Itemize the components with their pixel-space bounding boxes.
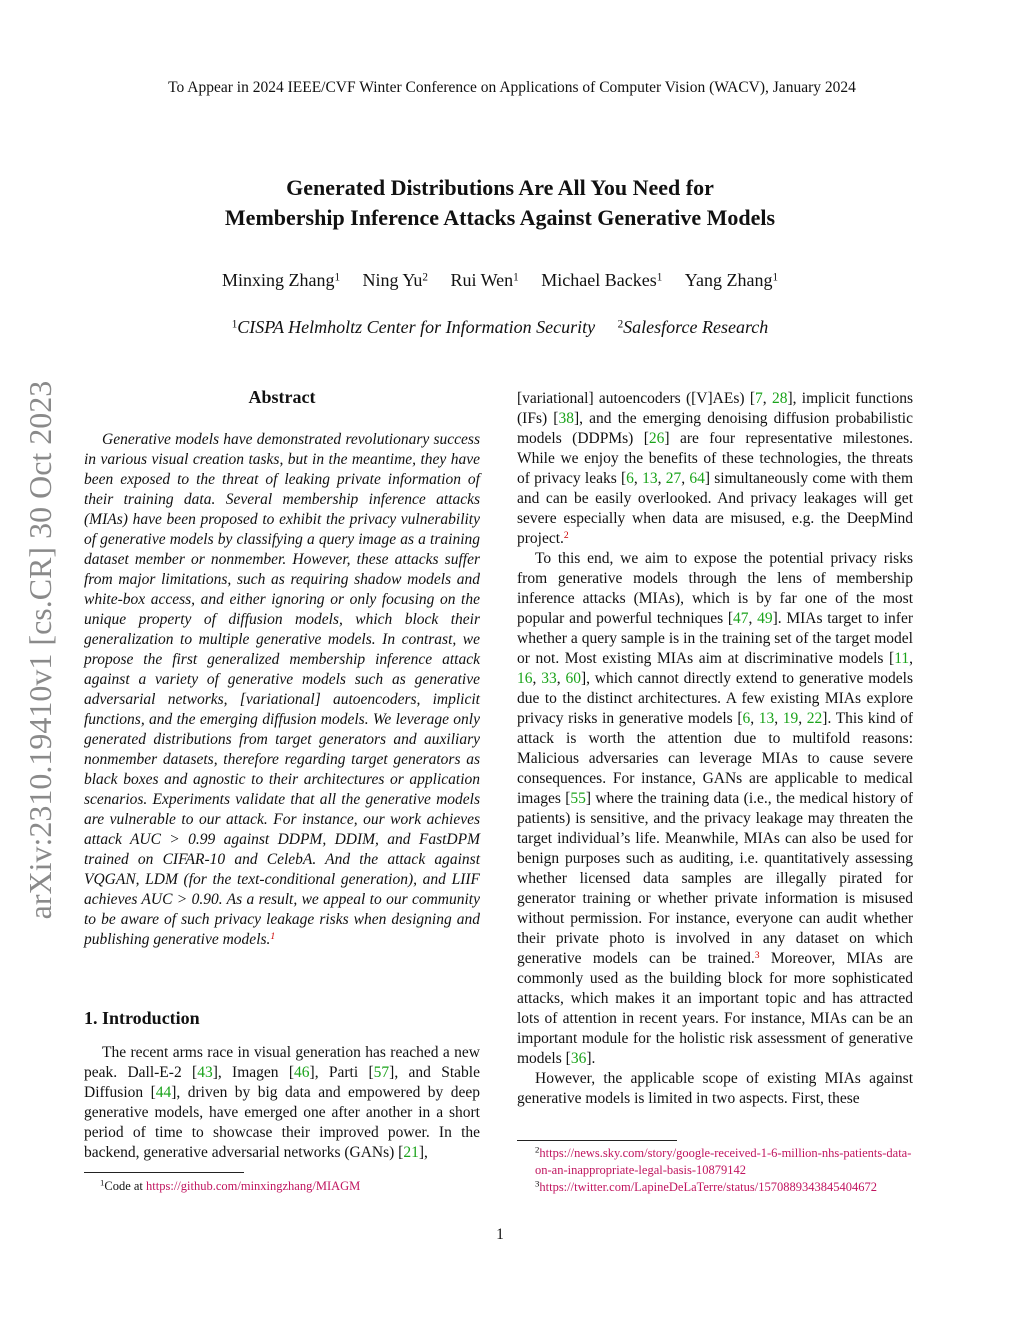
conference-header: To Appear in 2024 IEEE/CVF Winter Conference on Applications of Computer Vision (WACV), January 2024 xyxy=(168,79,856,96)
citation-link[interactable]: 26 xyxy=(648,430,665,447)
citation-link[interactable]: 49 xyxy=(757,610,773,627)
abstract-body xyxy=(84,430,480,950)
citation-link[interactable]: 7 xyxy=(755,390,763,407)
footnote-rule xyxy=(517,1140,677,1141)
footnote-1: $^1$Code at https://github.com/minxingzhang/MIAGM xyxy=(100,1177,361,1193)
paper-title xyxy=(0,173,1000,233)
footnote-mark[interactable]: 2 xyxy=(563,530,569,542)
citation-link[interactable]: 46 xyxy=(294,1064,310,1081)
citation-link[interactable]: 64 xyxy=(689,470,705,487)
citation-link[interactable]: 6 xyxy=(626,470,634,487)
citation-link[interactable]: 55 xyxy=(570,790,586,807)
citation-link[interactable]: 27 xyxy=(665,470,682,487)
footnote-3: $^3$https://twitter.com/LapineDeLaTerre/status/1570889343845404672 xyxy=(535,1178,877,1194)
author: Ning Yu$^2$ xyxy=(362,270,428,290)
code-url-link[interactable]: https://github.com/minxingzhang/MIAGM xyxy=(146,1179,361,1193)
citation-link[interactable]: 43 xyxy=(197,1064,213,1081)
footnote-mark[interactable]: 3 xyxy=(754,950,760,962)
citation-link[interactable]: 16 xyxy=(517,670,533,687)
title-line-2: Membership Inference Attacks Against Generative Models xyxy=(224,205,776,230)
citation-link[interactable]: 44 xyxy=(155,1084,172,1101)
citation-link[interactable]: 36 xyxy=(570,1050,587,1067)
citation-link[interactable]: 47 xyxy=(733,610,749,627)
citation-link[interactable]: 13 xyxy=(758,710,775,727)
author: Rui Wen$^1$ xyxy=(450,270,519,290)
twitter-url-link[interactable]: https://twitter.com/LapineDeLaTerre/status/1570889343845404672 xyxy=(539,1180,877,1194)
right-column-text: [variational] autoencoders ([V]AEs) [7, 28], implicit functions (IFs) [38], and the emerging denoising diffusion probabilistic models (DDPMs) [26] are four representative milestones. While we enjoy the benefits of these technologies, the threats of privacy leaks [6, 13, 27, 64] simultaneously come with them and can be easily overlooked. And privacy leakages will get severe especially when data are misused, e.g. the DeepMind project.$^2$ To this end, we aim to expose the potential privacy risks from generative models through the lens of membership inference attacks (MIAs), which is by far one of the most popular and powerful techniques [47, 49]. MIAs target to infer whether a query sample is in the training set of the target model or not. Most existing MIAs aim at discriminative models [11, 16, 33, 60], which cannot directly extend to generative models due to the distinct architectures. A few existing MIAs explore privacy risks in generative models [6, 13, 19, 22]. This kind of attack is worth the attention due to multifold reasons: Malicious adversaries can leverage MIAs to cause severe consequences. For instance, GANs are applicable to medical images [55] where the training data (i.e., the medical history of patients) is sensitive, and the privacy leakage may threaten the target individual’s life. Meanwhile, MIAs can also be used for benign purposes such as auditing, i.e. quantitatively assessing whether licensed data samples are illegally pirated for generator training or whether private information is misused without permission. For instance, everyone can audit whether their private photo is involved in any dataset on which generative models can be trained.$^3$ Moreover, MIAs are commonly used as the building block for more sophisticated attacks, which makes it an important topic and has attracted lots of attention in recent years. For instance, MIAs can be an important module for the holistic risk assessment of generative models [36]. However, the applicable scope of existing MIAs against generative models is limited in two aspects. First, these xyxy=(517,390,914,1107)
citation-link[interactable]: 57 xyxy=(373,1064,390,1081)
title-line-1: Generated Distributions Are All You Need for xyxy=(286,175,714,200)
author: Yang Zhang$^1$ xyxy=(684,270,779,290)
abstract-text: Generative models have demonstrated revolutionary success in various visual creation tasks, but in the meantime, they have been exposed to the threat of leaking private information of their training data. Several membership inference attacks (MIAs) have been proposed to exhibit the privacy vulnerability of generative models by classifying a query image as a training dataset member or nonmember. However, these attacks suffer from major limitations, such as requiring shadow models and white-box access, and either ignoring or only focusing on the unique property of diffusion models, which block their generalization to multiple generative models. In contrast, we propose the first generalized membership inference attack against a variety of generative models such as generative adversarial networks, [variational] autoencoders, implicit functions, and the emerging diffusion models. We leverage only generated distributions from target generators and auxiliary nonmember datasets, therefore regarding target generators as black boxes and agnostic to their architectures or application scenarios. Experiments validate that all the generative models are vulnerable to our attack. For instance, our work achieves attack AUC > 0.99 against DDPM, DDIM, and FastDPM trained on CIFAR-10 and CelebA. And the attack against VQGAN, LDM (for the text-conditional generation), and LIIF achieves AUC > 0.90. As a result, we appeal to our community to be aware of such privacy leakage risks when designing and publishing generative models. xyxy=(84,431,480,948)
arxiv-stamp: arXiv:2310.19410v1 [cs.CR] 30 Oct 2023 xyxy=(22,380,58,920)
footnote-mark[interactable]: 1 xyxy=(270,931,276,943)
citation-link[interactable]: 11 xyxy=(894,650,910,667)
author: Michael Backes$^1$ xyxy=(541,270,663,290)
section-heading-introduction: 1. Introduction xyxy=(84,1008,200,1028)
citation-link[interactable]: 21 xyxy=(403,1144,419,1161)
affiliation-list xyxy=(0,317,1000,338)
citation-link[interactable]: 33 xyxy=(541,670,557,687)
news-url-link[interactable]: https://news.sky.com/story/google-received-1-6-million-nhs-patients-data-on-an-inappropriate-legal-basis-10879142 xyxy=(535,1146,912,1177)
citation-link[interactable]: 6 xyxy=(742,710,751,727)
citation-link[interactable]: 13 xyxy=(642,470,658,487)
abstract-heading: Abstract xyxy=(248,387,316,407)
author: Minxing Zhang$^1$ xyxy=(221,270,341,290)
citation-link[interactable]: 38 xyxy=(558,410,574,427)
citation-link[interactable]: 60 xyxy=(565,670,581,687)
footnote-rule xyxy=(84,1172,244,1173)
citation-link[interactable]: 19 xyxy=(782,710,799,727)
citation-link[interactable]: 22 xyxy=(806,710,823,727)
citation-link[interactable]: 28 xyxy=(771,390,788,407)
affiliation: $^1$CISPA Helmholtz Center for Information Security xyxy=(231,317,596,337)
author-list xyxy=(0,270,1000,291)
introduction-paragraph: The recent arms race in visual generation has reached a new peak. Dall-E-2 [43], Imagen [46], Parti [57], and Stable Diffusion [44], driven by big data and empowered by deep generative models, have emerged one after another in a short period of time to showcase their improved power. In the backend, generative adversarial networks (GANs) [21], xyxy=(84,1044,481,1161)
page-number: 1 xyxy=(496,1226,504,1243)
affiliation: $^2$Salesforce Research xyxy=(617,317,769,337)
footnote-2: $^2$https://news.sky.com/story/google-received-1-6-million-nhs-patients-data-on-an-inappropriate-legal-basis-10879142 xyxy=(535,1144,912,1177)
